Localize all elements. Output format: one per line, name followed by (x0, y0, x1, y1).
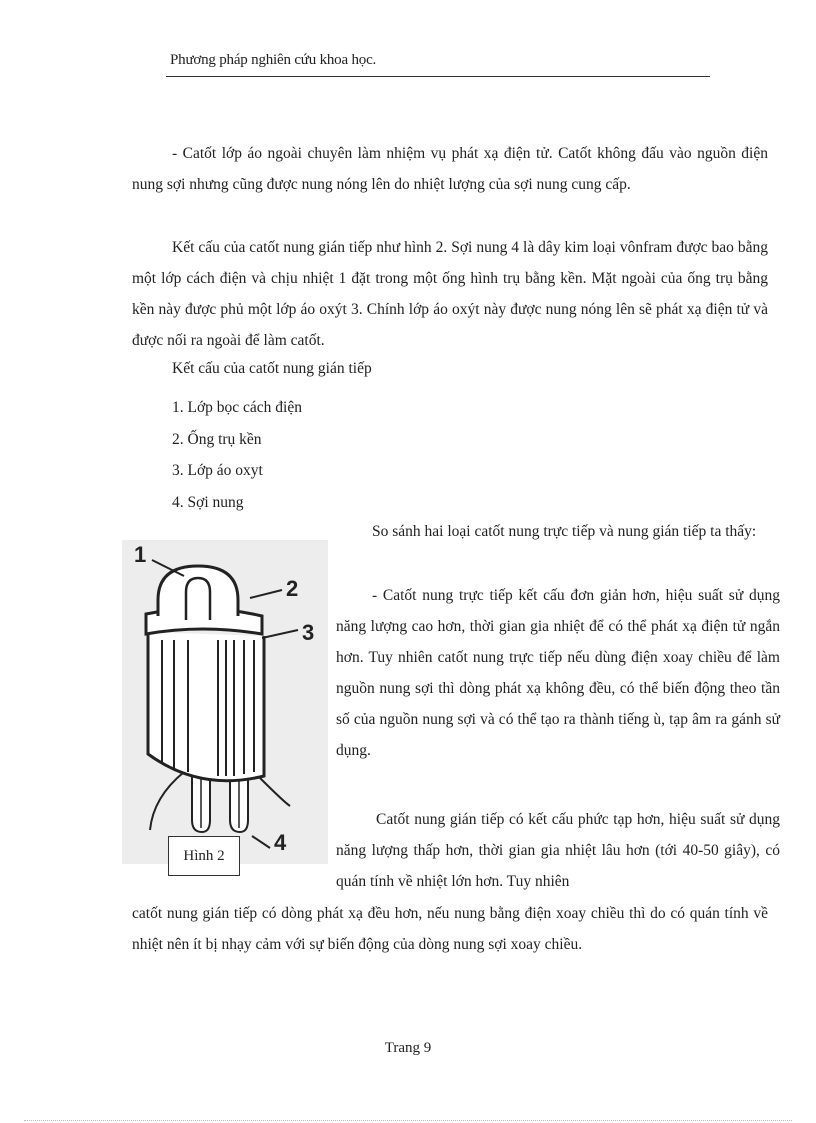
figure-label-4: 4 (274, 830, 287, 855)
paragraph-indirect-cathode-cont: catốt nung gián tiếp có dòng phát xạ đều hơn, nếu nung bằng điện xoay chiều thì do có quán tính về nhiệt nên ít bị nhạy cảm với sự biến động của dòng nung sợi xoay chiều. (132, 905, 768, 953)
list-item: 1. Lớp bọc cách điện (172, 399, 302, 416)
paragraph-indirect-cathode: Catốt nung gián tiếp có kết cấu phức tạp hơn, hiệu suất sử dụng năng lượng thấp hơn, thời gian gia nhiệt lâu hơn (tới 40-50 giây), có quán tính về nhiệt lớn hơn. Tuy nhiên (336, 811, 780, 890)
list-item: 3. Lớp áo oxyt (172, 462, 263, 479)
paragraph-comparison-intro: So sánh hai loại catốt nung trực tiếp và nung gián tiếp ta thấy: (372, 523, 757, 540)
structure-list (172, 392, 302, 518)
figure-label-3: 3 (302, 620, 315, 645)
leader-line (250, 590, 282, 598)
list-item: 2. Ống trụ kền (172, 430, 262, 448)
leader-line (262, 630, 298, 638)
oxide-coating-cylinder (148, 632, 264, 781)
leader-line (252, 836, 270, 848)
insulation-dome (158, 566, 238, 616)
page-bottom-divider (24, 1120, 792, 1121)
figure-caption: Hình 2 (168, 836, 240, 876)
header-divider (166, 76, 710, 77)
lead-wire-right (258, 776, 290, 806)
page-header-title: Phương pháp nghiên cứu khoa học. (170, 52, 377, 68)
figure-label-1: 1 (134, 542, 147, 567)
list-item: 4. Sợi nung (172, 493, 244, 511)
cathode-diagram (122, 540, 328, 864)
lead-wire-left (150, 772, 184, 830)
list-title: Kết cấu của catốt nung gián tiếp (172, 360, 372, 377)
paragraph-direct-cathode: - Catốt nung trực tiếp kết cấu đơn giản hơn, hiệu suất sử dụng năng lượng cao hơn, thời gian gia nhiệt để có thể phát xạ điện tử ngắn hơn. Tuy nhiên catốt nung trực tiếp nếu dùng điện xoay chiều để làm nguồn nung sợi thì dòng phát xạ không đều, có thể biến động theo tần số của nguồn nung sợi và có thể tạo ra thành tiếng ù, tạp âm ra gánh sử dụng. (336, 587, 780, 759)
cathode-figure (122, 540, 328, 864)
figure-label-2: 2 (286, 576, 299, 601)
paragraph-outer-cathode: - Catốt lớp áo ngoài chuyên làm nhiệm vụ phát xạ điện tử. Catốt không đấu vào nguồn điện nung sợi nhưng cũng được nung nóng lên do nhiệt lượng của sợi nung cung cấp. (132, 145, 768, 193)
page-number: Trang 9 (384, 1040, 432, 1056)
paragraph-indirect-structure: Kết cấu của catốt nung gián tiếp như hình 2. Sợi nung 4 là dây kim loại vônfram được bao bằng một lớp cách điện và chịu nhiệt 1 đặt trong một ống hình trụ bằng kền. Mặt ngoài của ống trụ bằng kền này được phủ một lớp áo oxýt 3. Chính lớp áo oxýt này được nung nóng lên sẽ phát xạ điện tử và được nối ra ngoài để làm catốt. (132, 239, 768, 349)
